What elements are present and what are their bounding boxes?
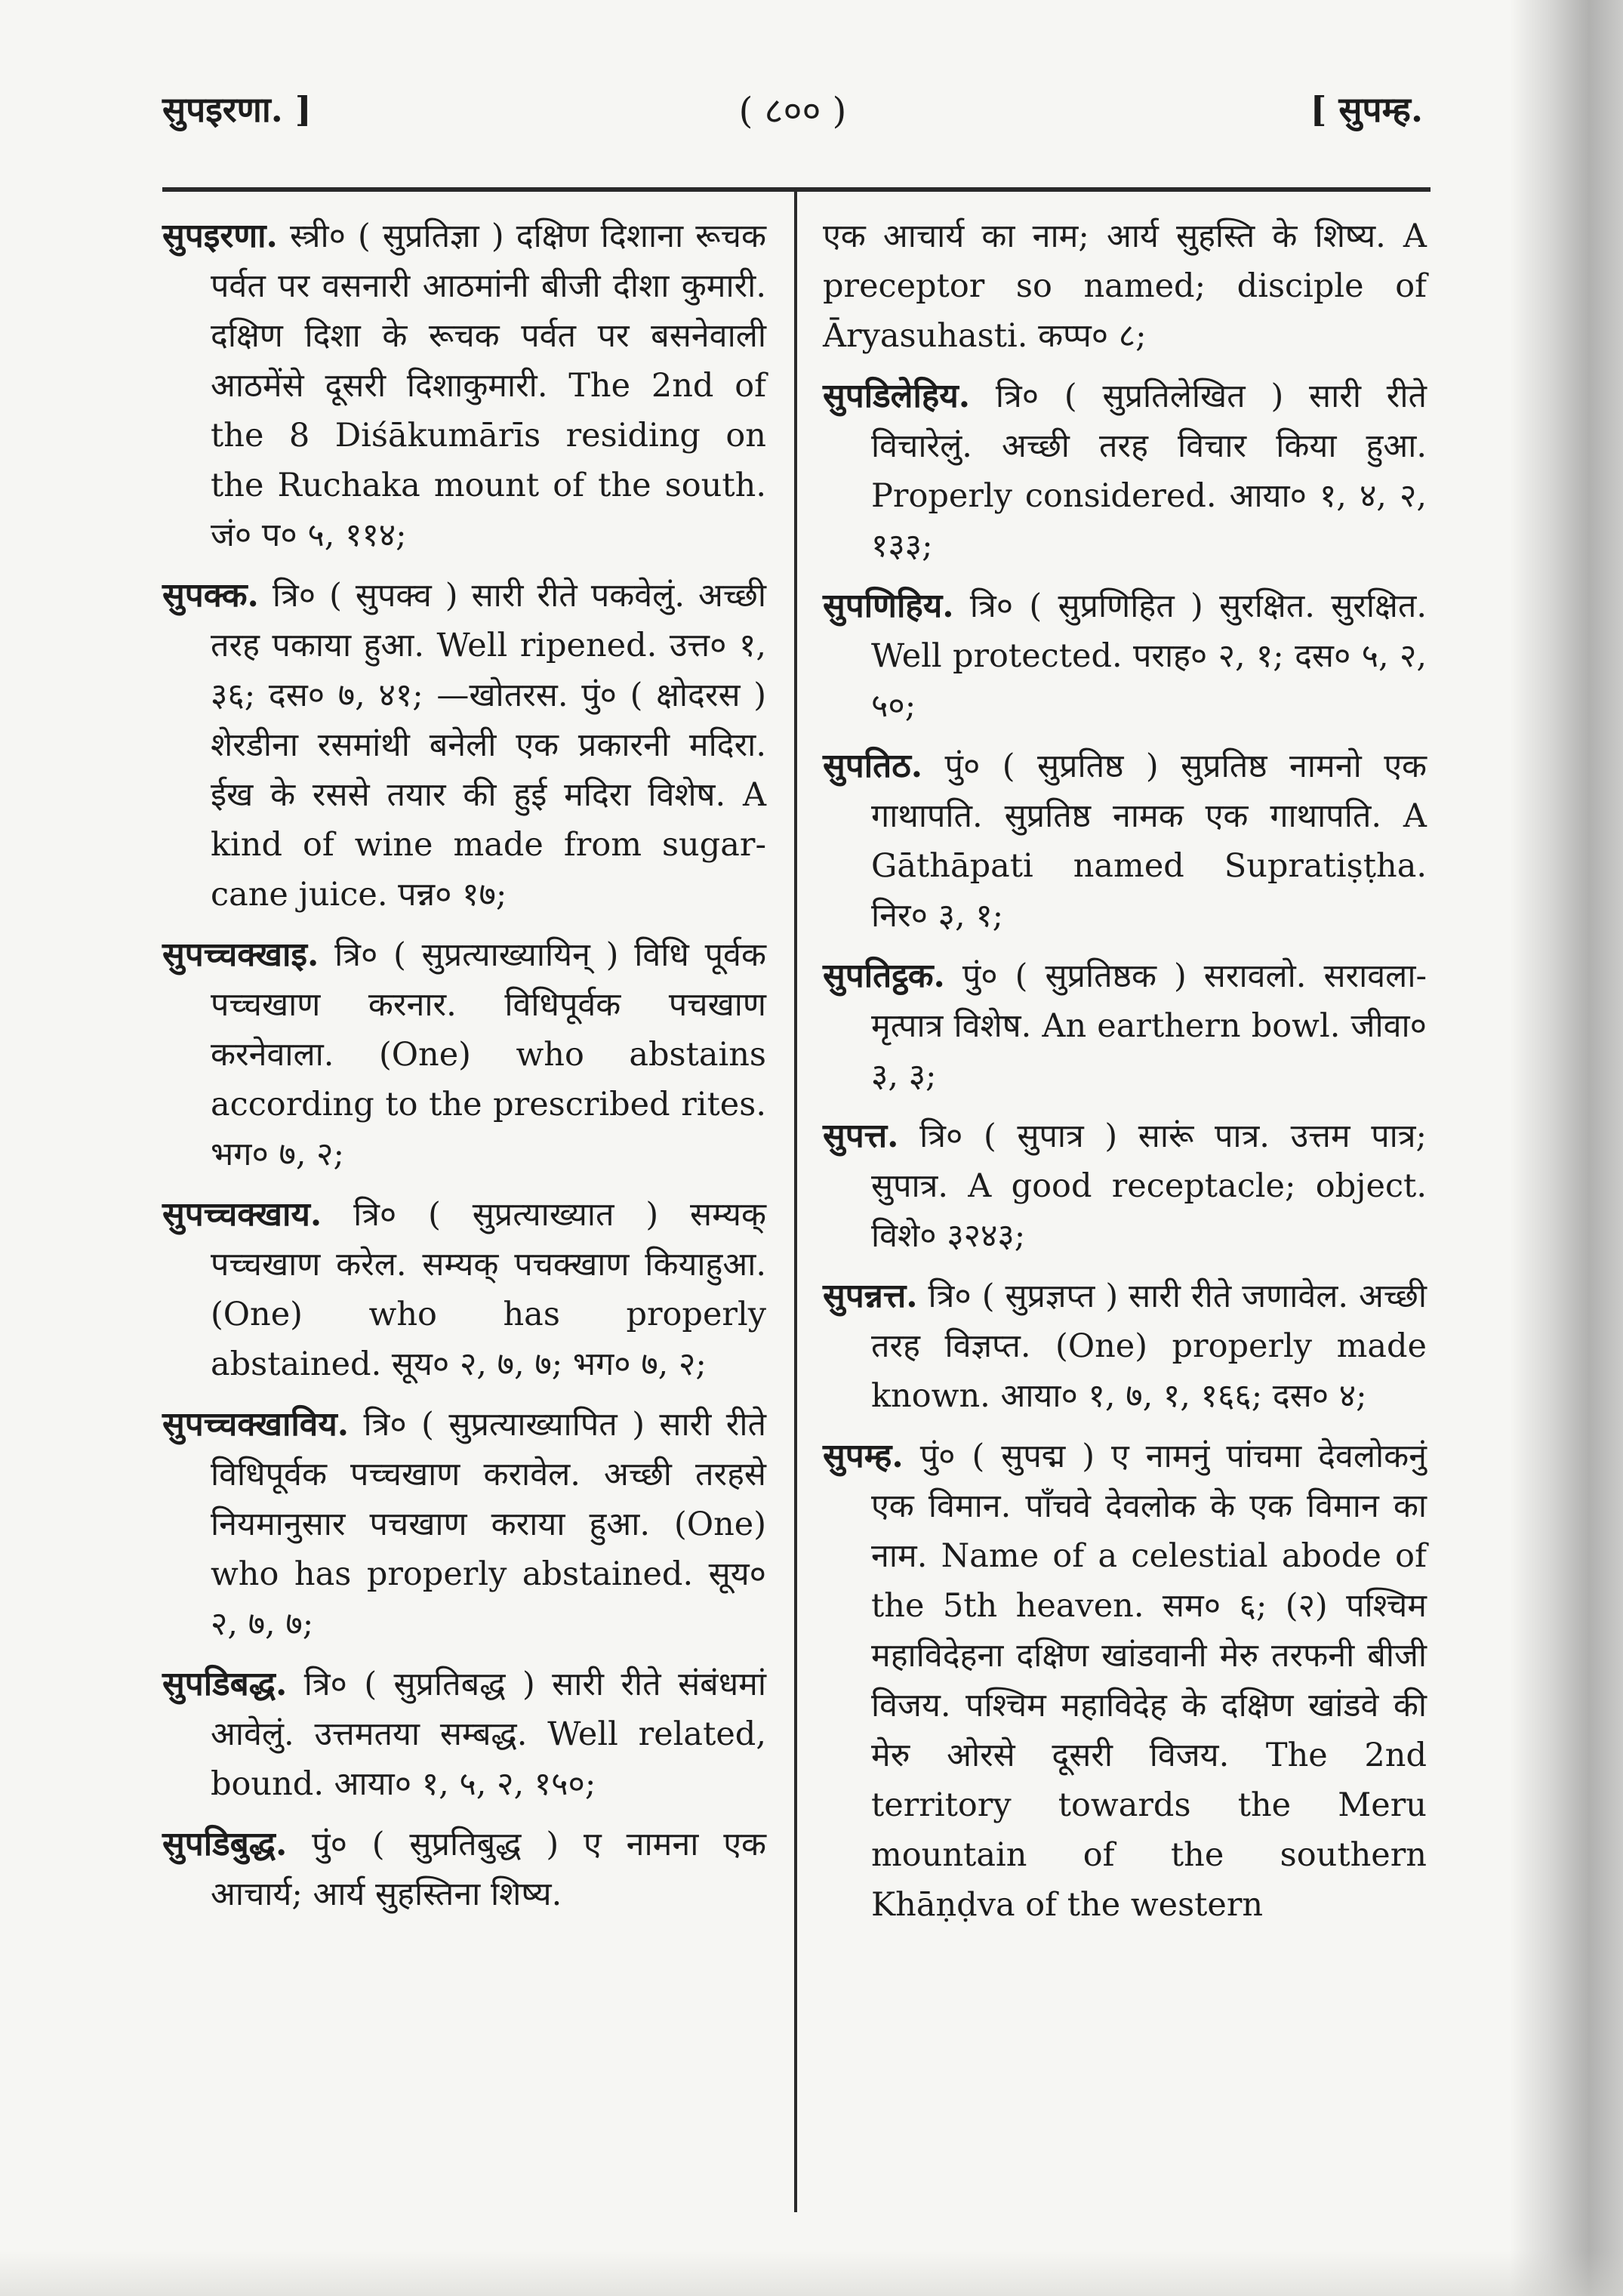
- page-bottom-shade: [0, 2251, 1623, 2296]
- dictionary-entry: [162, 211, 766, 560]
- entry-headword: सुपत्त.: [823, 1117, 899, 1155]
- dictionary-entry: [823, 371, 1427, 571]
- page-header: [162, 79, 1423, 147]
- header-left-word: सुपइरणा. ]: [162, 89, 312, 130]
- entry-headword: सुपतिठ.: [823, 747, 923, 785]
- entry-body: त्रि० ( सुप्रत्याख्यात ) सम्यक् पच्चखाण करेल. सम्यक् पचक्खाण कियाहुआ. (One) who has properly abstained. सूय० २, ७, ७; भग० ७, २;: [211, 1196, 767, 1383]
- entry-body: त्रि० ( सुप्रतिलेखित ) सारी रीते विचारेलुं. अच्छी तरह विचार किया हुआ. Properly considered. आया० १, ४, २, १३३;: [871, 378, 1427, 565]
- dictionary-entry: [162, 1400, 766, 1649]
- entry-headword: सुपम्ह.: [823, 1437, 904, 1475]
- entry-body: त्रि० ( सुप्रतिबद्ध ) सारी रीते संबंधमां आवेलुं. उत्तमतया सम्बद्ध. Well related, bound. आया० १, ५, २, १५०;: [211, 1666, 767, 1803]
- entry-headword: सुपडिबद्ध.: [162, 1665, 288, 1703]
- entry-body: त्रि० ( सुपक्व ) सारी रीते पकवेलुं. अच्छी तरह पकाया हुआ. Well ripened. उत्त० १, ३६; दस० ७, ४१; —खोतरस. पुं० ( क्षोदरस ) शेरडीना रसमांथी बनेली एक प्रकारनी मदिरा. ईख के रससे तयार की हुई मदिरा विशेष. A kind of wine made from sugar-cane juice. पन्न० १७;: [211, 577, 766, 914]
- dictionary-entry: [162, 1820, 766, 1919]
- left-column: [162, 211, 766, 1930]
- entry-body: पुं० ( सुप्रतिष्ठक ) सरावलो. सरावला-मृत्पात्र विशेष. An earthern bowl. जीवा० ३, ३;: [871, 957, 1427, 1095]
- entry-headword: सुपडिलेहिय.: [823, 377, 971, 415]
- entry-headword: सुपणिहिय.: [823, 587, 954, 625]
- entry-headword: सुपडिबुद्ध.: [162, 1825, 288, 1863]
- dictionary-entry: [162, 930, 766, 1179]
- page-number: ( ८०० ): [738, 90, 847, 132]
- entry-body: स्त्री० ( सुप्रतिज्ञा ) दक्षिण दिशाना रूचक पर्वत पर वसनारी आठमांनी बीजी दीशा कुमारी. दक्षिण दिशा के रूचक पर्वत पर बसनेवाली आठमेंसे दूसरी दिशाकुमारी. The 2nd of the 8 Diśākumārīs residing on the Ruchaka mount of the south. जं० प० ५, ११४;: [211, 217, 766, 554]
- entry-headword: सुपक्क.: [162, 576, 259, 615]
- entry-headword: सुपच्चक्खाइ.: [162, 935, 319, 974]
- entry-headword: सुपइरणा.: [162, 217, 278, 255]
- entry-continuation: एक आचार्य का नाम; आर्य सुहस्ति के शिष्य. A preceptor so named; disciple of Āryasuhasti. कप्प० ८;: [823, 217, 1427, 355]
- entry-body: त्रि० ( सुपात्र ) सारूं पात्र. उत्तम पात्र; सुपात्र. A good receptacle; object. विशे० ३२४३;: [871, 1117, 1427, 1255]
- entry-headword: सुपतिट्ठक.: [823, 957, 945, 995]
- dictionary-entry: [823, 741, 1427, 941]
- header-right-word: [ सुपम्ह.: [1310, 89, 1423, 130]
- entry-headword: सुपच्चक्खाविय.: [162, 1405, 350, 1444]
- dictionary-entry: [823, 581, 1427, 731]
- entry-headword: सुपच्चक्खाय.: [162, 1195, 322, 1234]
- dictionary-entry: [823, 1432, 1427, 1930]
- dictionary-entry: [823, 1111, 1427, 1261]
- dictionary-entry: [162, 571, 766, 920]
- dictionary-entry: [162, 1190, 766, 1389]
- entry-body: त्रि० ( सुप्रज्ञप्त ) सारी रीते जणावेल. अच्छी तरह विज्ञप्त. (One) properly made known. आया० १, ७, १, १६६; दस० ४;: [871, 1277, 1427, 1415]
- page-edge-shadow: [1510, 0, 1623, 2296]
- dictionary-entry: [823, 1271, 1427, 1421]
- entry-body: त्रि० ( सुप्रत्याख्यायिन् ) विधि पूर्वक पच्चखाण करनार. विधिपूर्वक पचखाण करनेवाला. (One) who abstains according to the prescribed rites. भग० ७, २;: [211, 936, 766, 1173]
- dictionary-entry: [162, 1660, 766, 1809]
- column-divider: [794, 189, 797, 2212]
- entry-body: त्रि० ( सुप्रणिहित ) सुरक्षित. सुरक्षित. Well protected. पराह० २, १; दस० ५, २, ५०;: [871, 587, 1427, 725]
- entry-body: पुं० ( सुप्रतिष्ठ ) सुप्रतिष्ठ नामनो एक गाथापति. सुप्रतिष्ठ नामक एक गाथापति. A Gāthāpati named Supratiṣṭha. निर० ३, १;: [871, 747, 1427, 935]
- right-column: [823, 211, 1427, 1940]
- entry-headword: सुपन्नत्त.: [823, 1277, 918, 1315]
- entry-body: त्रि० ( सुप्रत्याख्यापित ) सारी रीते विधिपूर्वक पच्चखाण करावेल. अच्छी तरहसे नियमानुसार पचखाण कराया हुआ. (One) who has properly abstained. सूय० २, ७, ७;: [211, 1406, 766, 1643]
- entry-body: पुं० ( सुपद्म ) ए नामनुं पांचमा देवलोकनुं एक विमान. पाँचवे देवलोक के एक विमान का नाम. Name of a celestial abode of the 5th heaven. सम० ६; (२) पश्चिम महाविदेहना दक्षिण खांडवानी मेरु तरफनी बीजी विजय. पश्चिम महाविदेह के दक्षिण खांडवे की मेरु ओरसे दूसरी विजय. The 2nd territory towards the Meru mountain of the southern Khāṇḍva of the western: [871, 1438, 1427, 1924]
- dictionary-entry: [823, 951, 1427, 1101]
- entry-body: पुं० ( सुप्रतिबुद्ध ) ए नामना एक आचार्य; आर्य सुहस्तिना शिष्य.: [211, 1826, 766, 1913]
